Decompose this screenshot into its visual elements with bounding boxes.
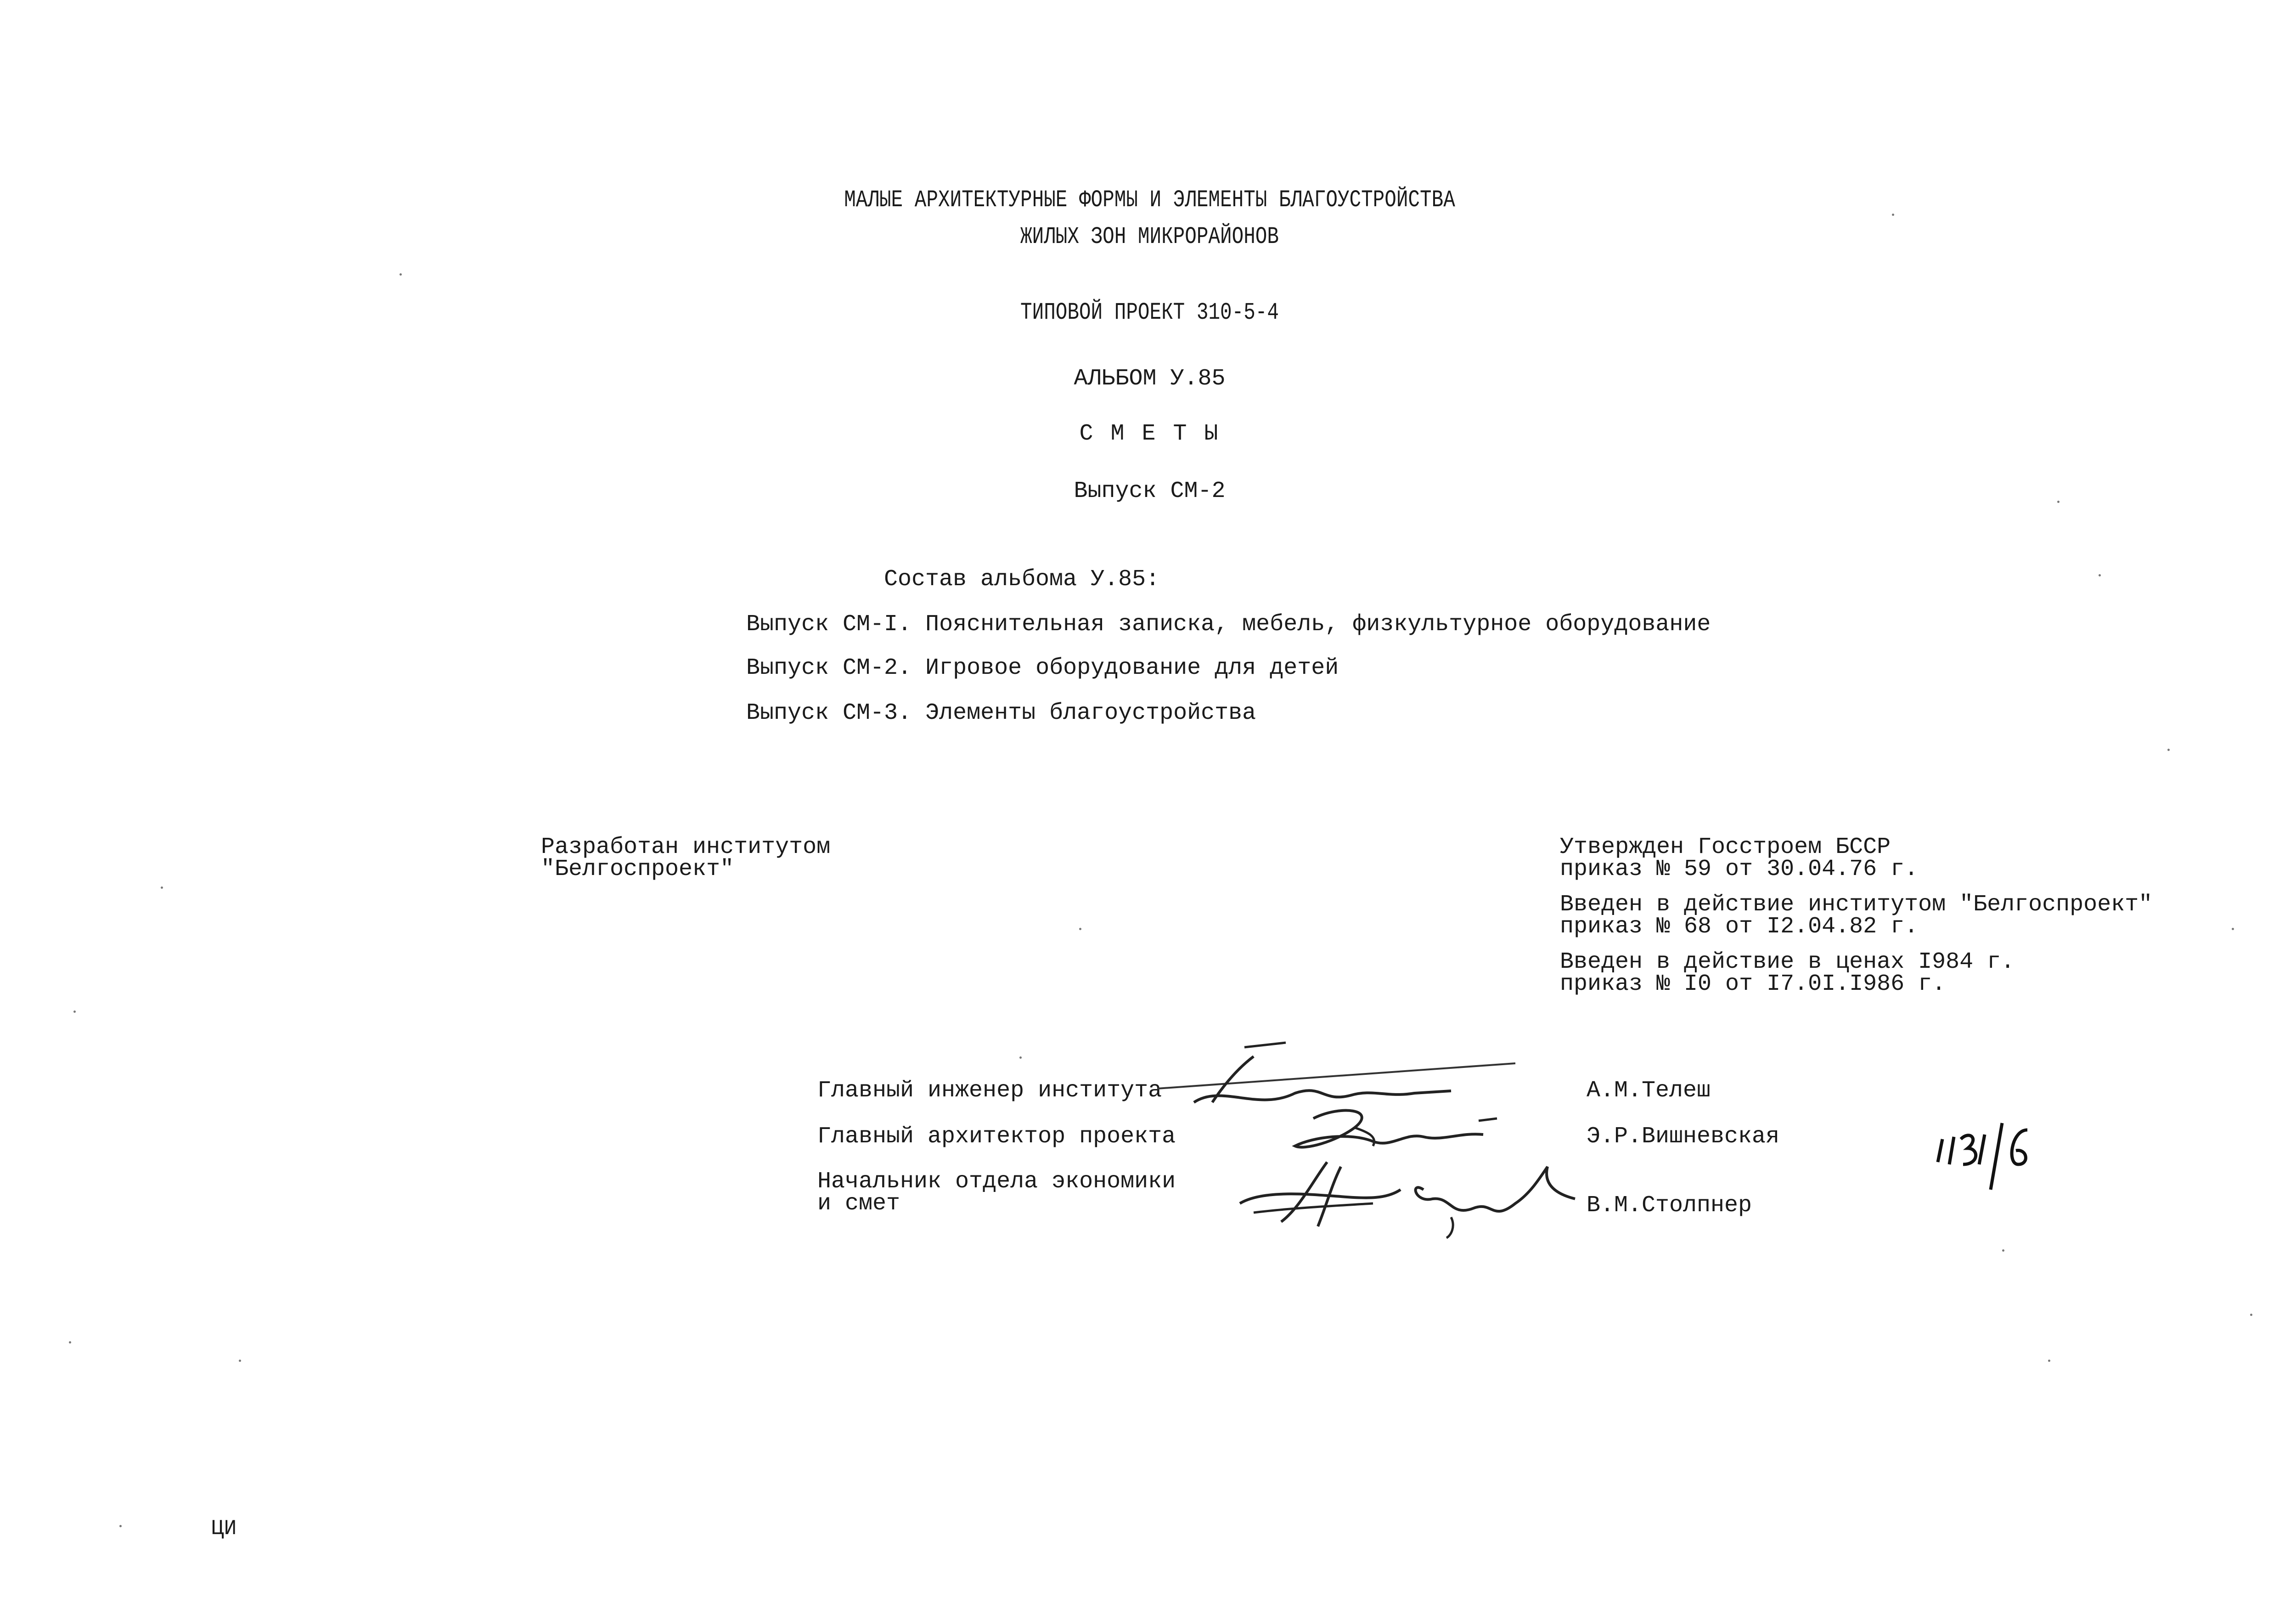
developer-line-2: "Белгоспроект": [541, 856, 734, 882]
approval-order: приказ № 68 от I2.04.82 г.: [1560, 914, 1919, 940]
section-title: С М Е Т Ы: [1079, 421, 1220, 447]
issue-label: Выпуск СМ-2: [1074, 478, 1226, 504]
approval-line: Утвержден Госстроем БССР: [1560, 834, 1891, 860]
contents-item: Выпуск СМ-3. Элементы благоустройства: [746, 700, 1256, 726]
signatory-position: Главный архитектор проекта: [817, 1123, 1176, 1150]
approval-line: Введен в действие институтом "Белгоспроект": [1560, 892, 2153, 918]
album-label: АЛЬБОМ У.85: [1074, 366, 1226, 392]
contents-item: Выпуск СМ-2. Игровое оборудование для детей: [746, 655, 1339, 681]
footer-mark: ЦИ: [211, 1517, 237, 1541]
contents-heading: Состав альбома У.85:: [884, 566, 1160, 593]
signature-chief-architect: [1286, 1100, 1515, 1160]
signatory-name: А.М.Телеш: [1587, 1078, 1711, 1104]
handwritten-number-1131-6: [1933, 1121, 2039, 1194]
signatory-position: и смет: [817, 1191, 900, 1217]
approval-order: приказ № 59 от 30.04.76 г.: [1560, 856, 1919, 882]
developer-line-1: Разработан институтом: [541, 834, 831, 860]
signature-head-of-economics: [1235, 1153, 1584, 1240]
signatory-position: Главный инженер института: [817, 1078, 1162, 1104]
project-number: ТИПОВОЙ ПРОЕКТ 310-5-4: [1020, 299, 1279, 326]
signatory-position: Начальник отдела экономики: [817, 1169, 1176, 1195]
document-title-line-2: ЖИЛЫХ ЗОН МИКРОРАЙОНОВ: [1020, 223, 1279, 250]
approval-line: Введен в действие в ценах I984 г.: [1560, 949, 2015, 975]
signatory-name: В.М.Столпнер: [1587, 1192, 1752, 1219]
document-title-line-1: МАЛЫЕ АРХИТЕКТУРНЫЕ ФОРМЫ И ЭЛЕМЕНТЫ БЛАГОУСТРОЙСТВА: [844, 186, 1455, 214]
contents-item: Выпуск СМ-I. Пояснительная записка, мебель, физкультурное оборудование: [746, 611, 1711, 638]
signatory-name: Э.Р.Вишневская: [1587, 1123, 1780, 1150]
approval-order: приказ № I0 от I7.0I.I986 г.: [1560, 971, 1946, 997]
